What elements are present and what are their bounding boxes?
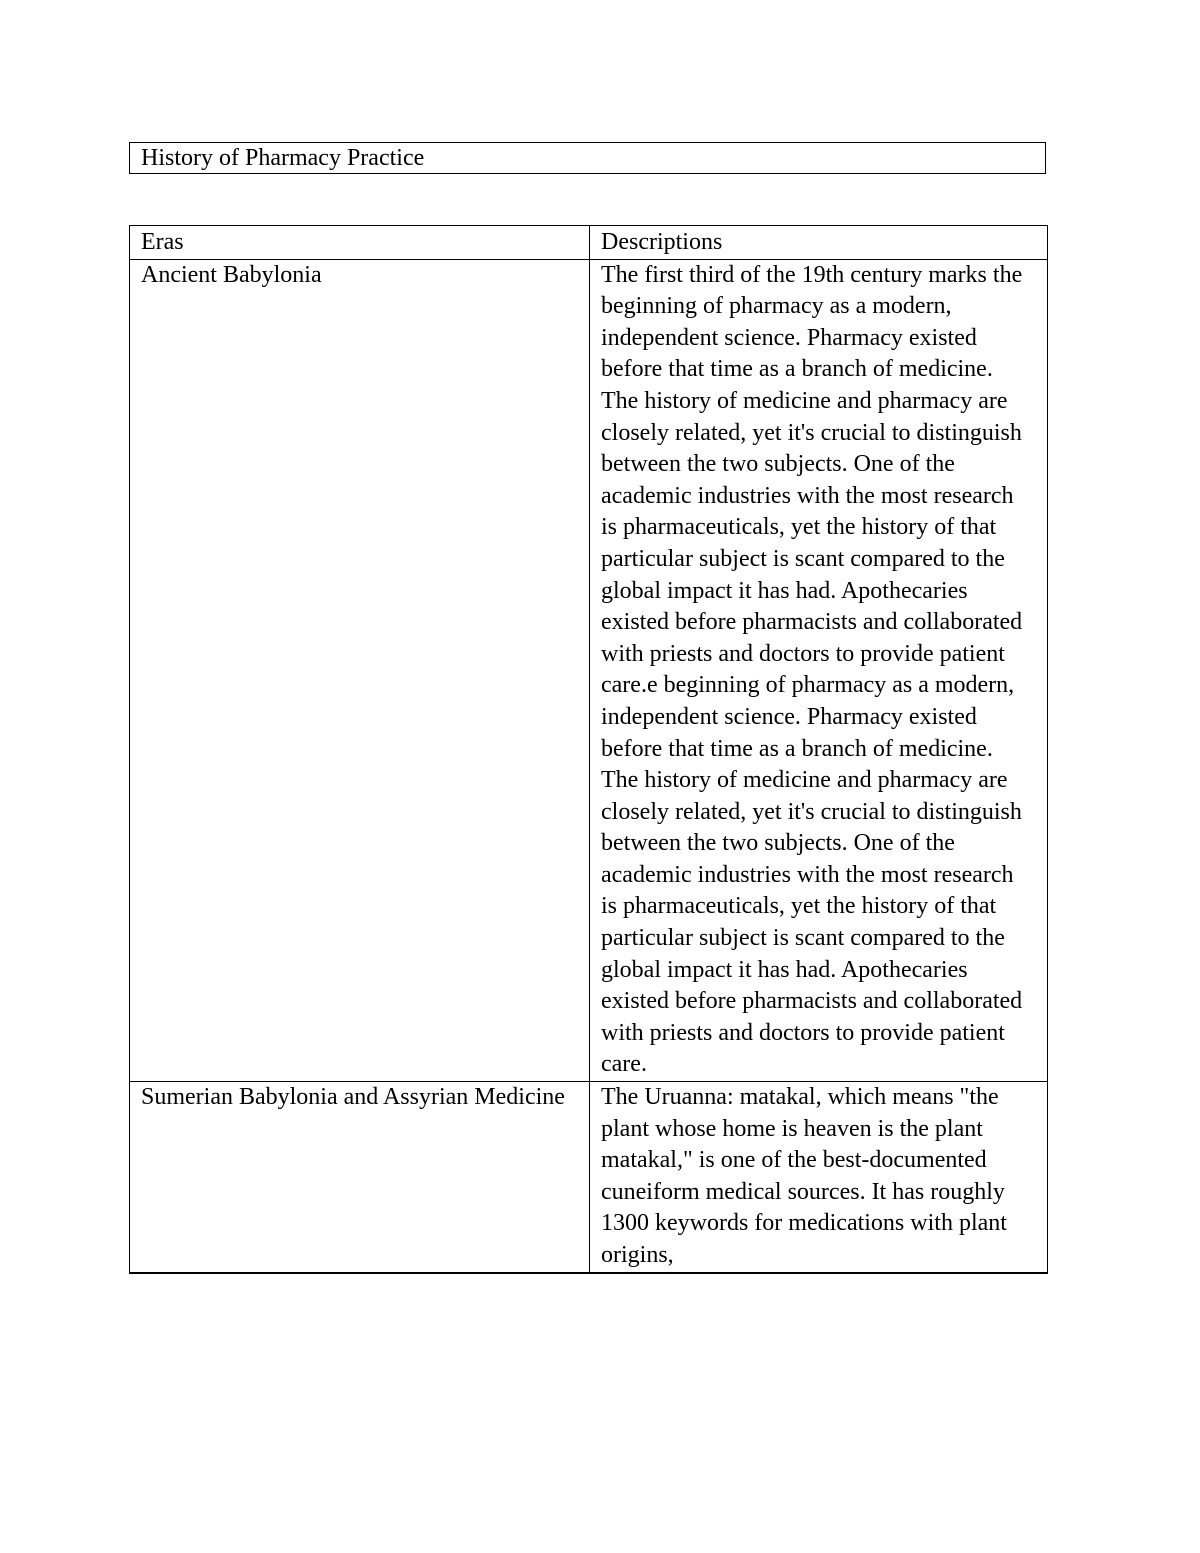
table-row [130, 1082, 1048, 1273]
eras-table [129, 225, 1048, 1274]
header-descriptions: Descriptions [590, 226, 1048, 260]
description-cell: The first third of the 19th century marks the beginning of pharmacy as a modern, independent science. Pharmacy existed before that time as a branch of medicine. The history of medicine and pharmacy are closely related, yet it's crucial to distinguish between the two subjects. One of the academic industries with the most research is pharmaceuticals, yet the history of that particular subject is scant compared to the global impact it has had. Apothecaries existed before pharmacists and collaborated with priests and doctors to provide patient care.e beginning of pharmacy as a modern, independent science. Pharmacy existed before that time as a branch of medicine. The history of medicine and pharmacy are closely related, yet it's crucial to distinguish between the two subjects. One of the academic industries with the most research is pharmaceuticals, yet the history of that particular subject is scant compared to the global impact it has had. Apothecaries existed before pharmacists and collaborated with priests and doctors to provide patient care. [590, 259, 1048, 1081]
era-cell: Ancient Babylonia [130, 259, 590, 1081]
description-cell: The Uruanna: matakal, which means "the plant whose home is heaven is the plant matakal," is one of the best-documented cuneiform medical sources. It has roughly 1300 keywords for medications with plant origins, [590, 1082, 1048, 1273]
table-row [130, 259, 1048, 1081]
era-cell: Sumerian Babylonia and Assyrian Medicine [130, 1082, 590, 1273]
table-header-row [130, 226, 1048, 260]
header-eras: Eras [130, 226, 590, 260]
document-title: History of Pharmacy Practice [129, 142, 1046, 174]
